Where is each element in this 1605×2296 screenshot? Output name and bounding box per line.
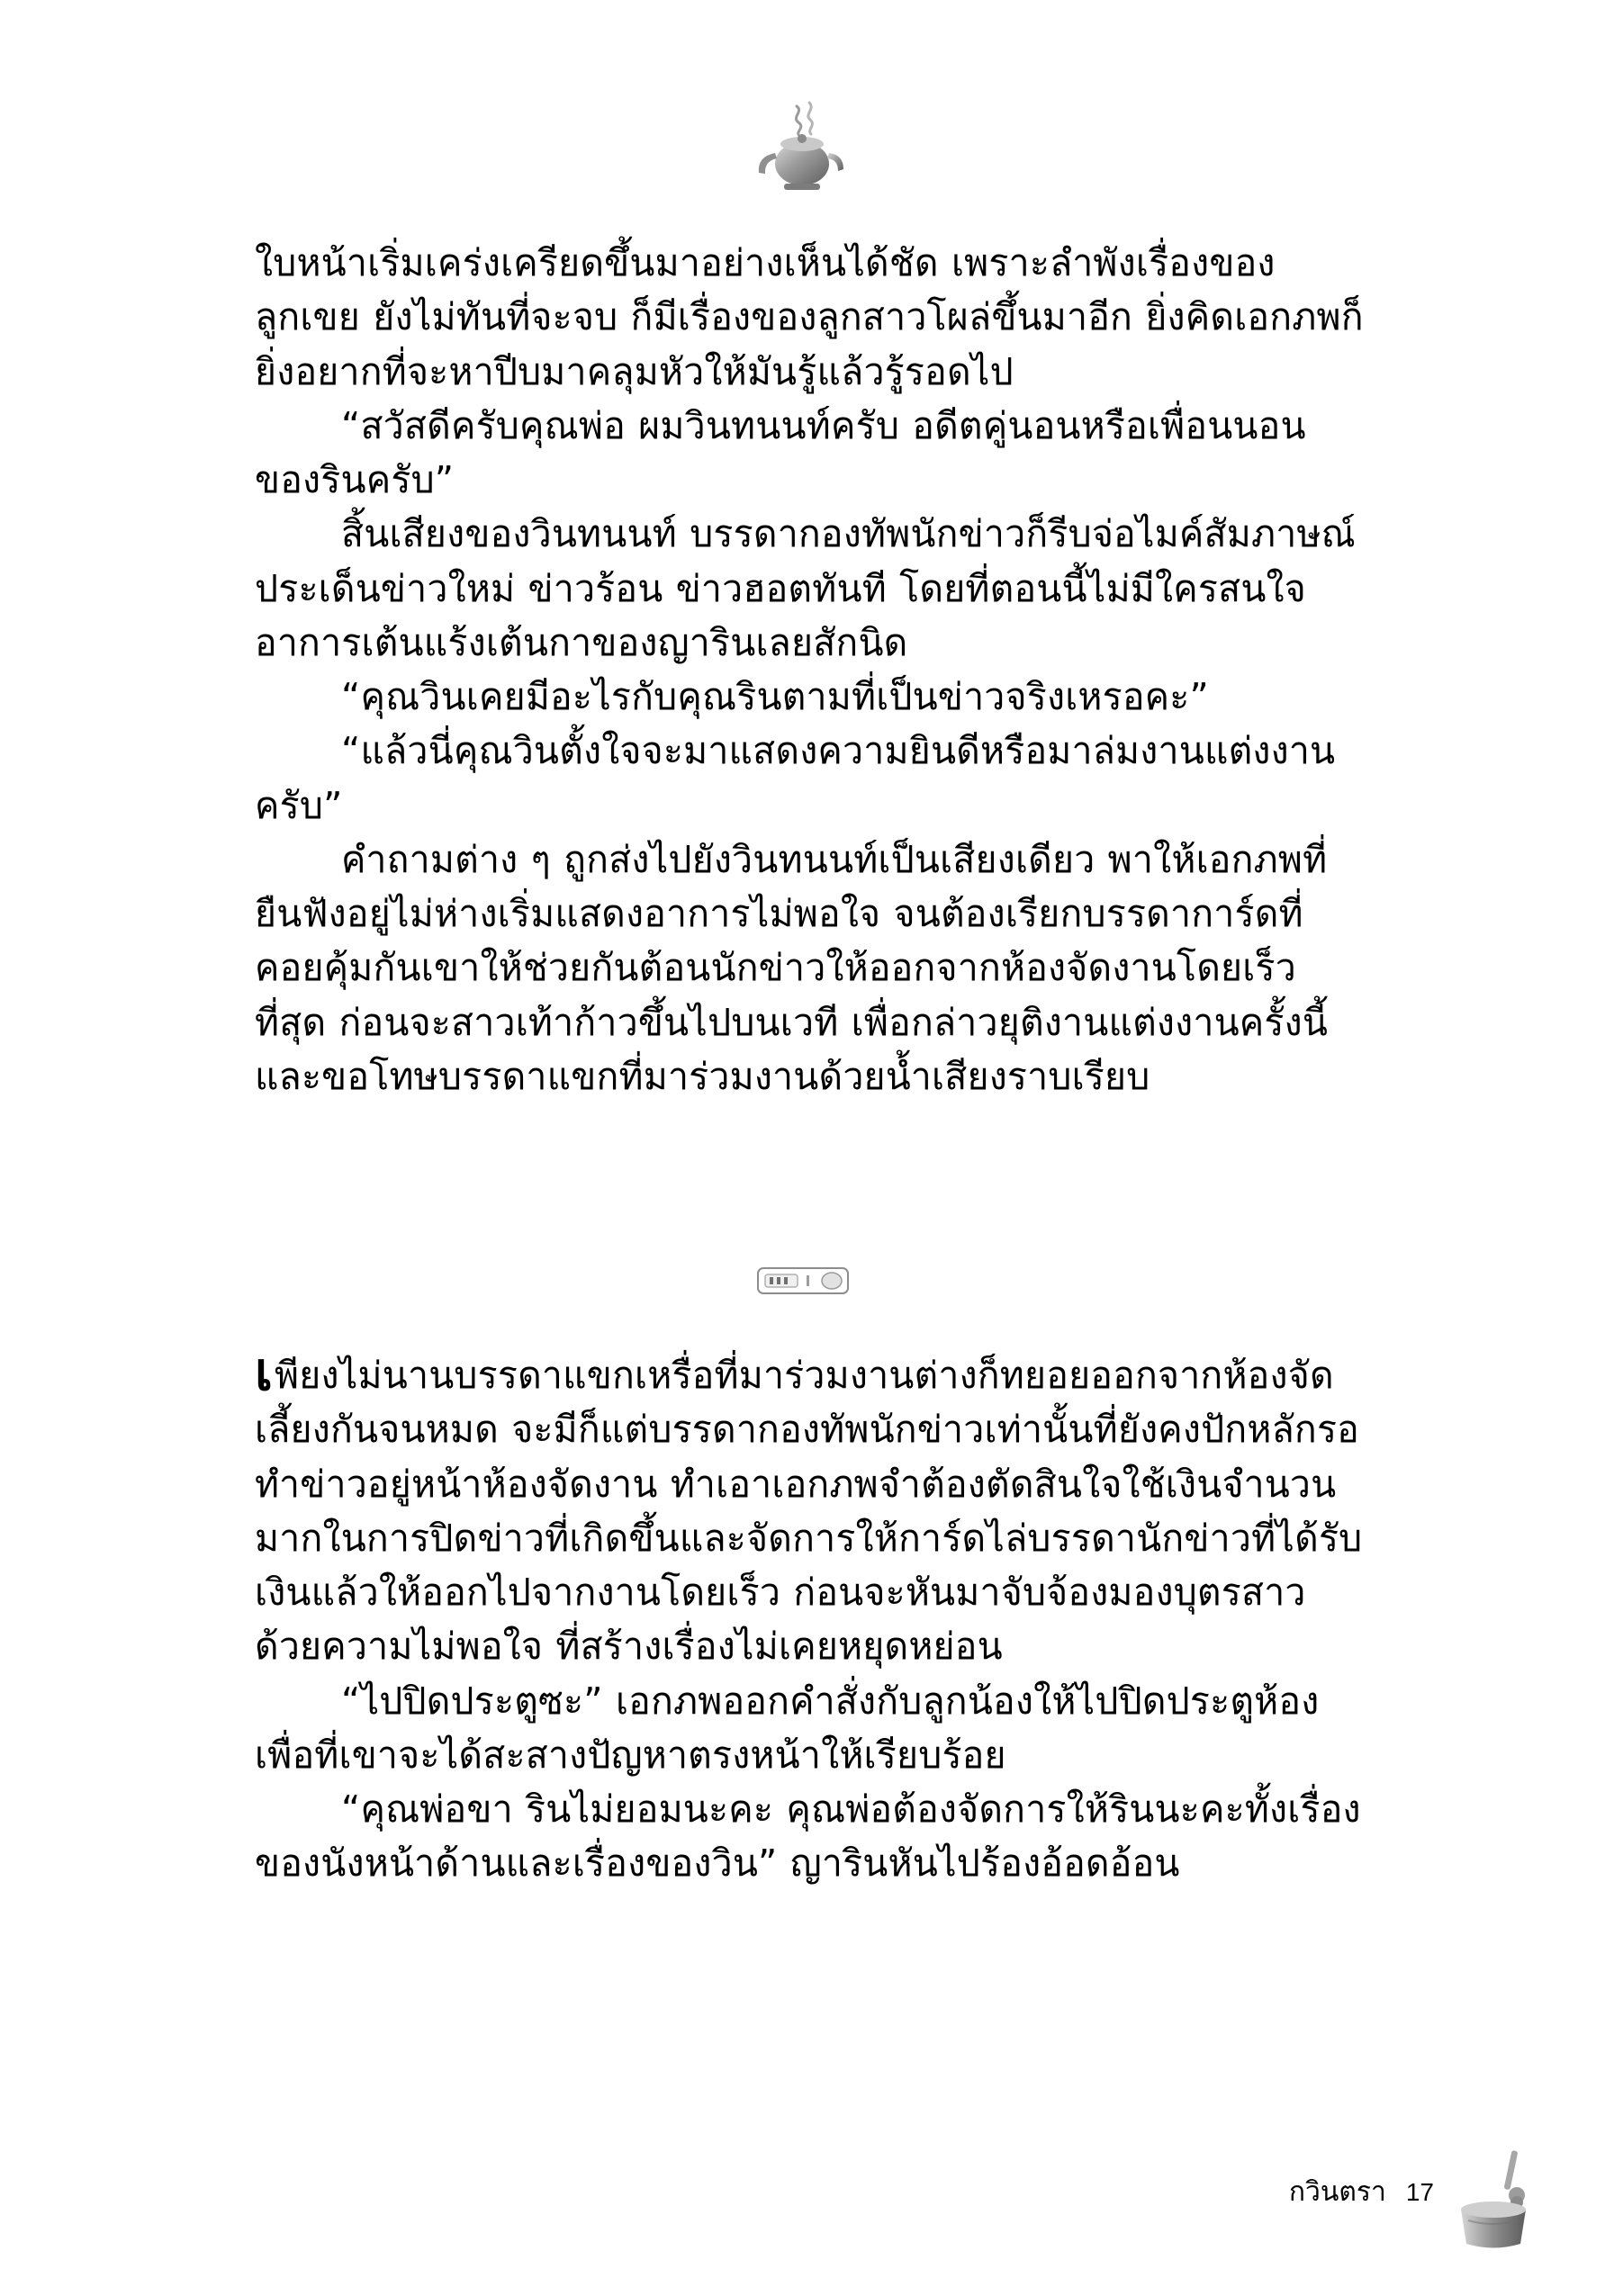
paragraph: “คุณพ่อขา รินไม่ยอมนะคะ คุณพ่อต้องจัดการให้รินนะคะทั้งเรื่องของนังหน้าด้านและเรื่องของวิน” ญารินหันไปร้องอ้อดอ้อน xyxy=(255,1787,1361,1886)
paragraph: “สวัสดีครับคุณพ่อ ผมวินทนนท์ครับ อดีตคู่นอนหรือเพื่อนนอนของรินครับ” xyxy=(255,403,1306,502)
paragraph-text: พียงไม่นานบรรดาแขกเหรื่อที่มาร่วมงานต่างก็ทยอยออกจากห้องจัดเลี้ยงกันจนหมด จะมีก็แต่บรรดากองทัพนักข่าวเท่านั้นที่ยังคงปักหลักรอทำข่าวอยู่หน้าห้องจัดงาน ทำเอาเอกภพจำต้องตัดสินใจใช้เงินจำนวนมากในการปิดข่าวที่เกิดขึ้นและจัดการให้การ์ดไล่บรรดานักข่าวที่ได้รับเงินแล้วให้ออกไปจากงานโดยเร็ว ก่อนจะหันมาจับจ้องมองบุตรสาวด้วยความไม่พอใจ ที่สร้างเรื่องไม่เคยหยุดหย่อน xyxy=(255,1354,1363,1669)
teapot-ornament xyxy=(0,99,1605,207)
book-title: กวินตรา xyxy=(1288,2176,1386,2208)
paragraph: “แล้วนี่คุณวินตั้งใจจะมาแสดงความยินดีหรือมาล่มงานแต่งงานครับ” xyxy=(255,729,1336,827)
paragraph: ใบหน้าเริ่มเคร่งเครียดขึ้นมาอย่างเห็นได้ชัด เพราะลำพังเรื่องของลูกเขย ยังไม่ทันที่จะจบ ก็มีเรื่องของลูกสาวโผล่ขึ้นมาอีก ยิ่งคิดเอกภพก็ยิ่งอยากที่จะหาปีบมาคลุมหัวให้มันรู้แล้วรู้รอดไป xyxy=(255,241,1364,393)
paragraph: “ไปปิดประตูซะ” เอกภพออกคำสั่งกับลูกน้องให้ไปปิดประตูห้องเพื่อที่เขาจะได้สะสางปัญหาตรงหน้าให้เรียบร้อย xyxy=(255,1679,1320,1777)
paragraph: สิ้นเสียงของวินทนนท์ บรรดากองทัพนักข่าวก็รีบจ่อไมค์สัมภาษณ์ประเด็นข่าวใหม่ ข่าวร้อน ข่าวฮอตทันที โดยที่ตอนนี้ไม่มีใครสนใจอาการเต้นแร้งเต้นกาของญารินเลยสักนิด xyxy=(255,512,1356,664)
honey-pot-icon xyxy=(1445,2145,1542,2253)
paragraph: คำถามต่าง ๆ ถูกส่งไปยังวินทนนท์เป็นเสียงเดียว พาให้เอกภพที่ยืนฟังอยู่ไม่ห่างเริ่มแสดงอาการไม่พอใจ จนต้องเรียกบรรดาการ์ดที่คอยคุ้มกันเขาให้ช่วยกันต้อนนักข่าวให้ออกจากห้องจัดงานโดยเร็วที่สุด ก่อนจะสาวเท้าก้าวขึ้นไปบนเวที เพื่อกล่าวยุติงานแต่งงานครั้งนี้และขอโทษบรรดาแขกที่มาร่วมงานด้วยน้ำเสียงราบเรียบ xyxy=(255,837,1329,1098)
paragraph-with-dropcap xyxy=(255,1341,1366,1674)
body-text-section-two xyxy=(255,1341,1366,1891)
page-footer xyxy=(1289,2171,1434,2213)
paragraph: “คุณวินเคยมีอะไรกับคุณรินตามที่เป็นข่าวจริงเหรอคะ” xyxy=(341,675,1209,719)
page-number: 17 xyxy=(1405,2177,1434,2206)
pregnancy-test-ornament xyxy=(0,1256,1605,1319)
drop-cap: เ xyxy=(255,1341,274,1402)
body-text-section-one xyxy=(255,236,1366,1103)
